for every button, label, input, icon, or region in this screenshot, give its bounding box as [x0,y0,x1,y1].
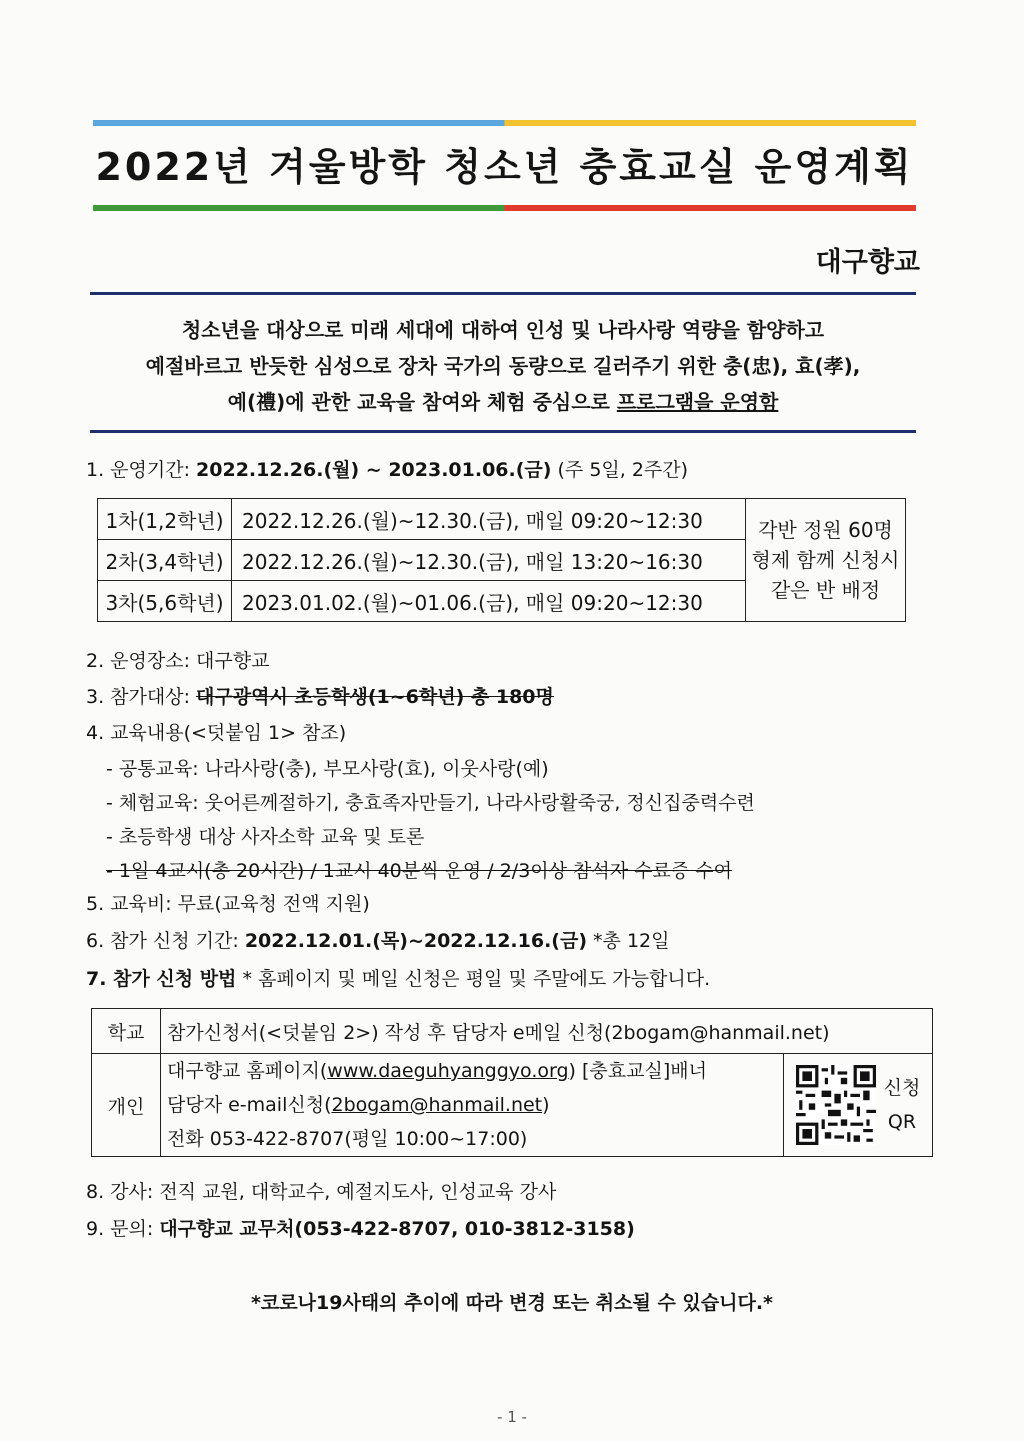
schedule-table [97,498,906,622]
schedule-note-3: 같은 반 배정 [770,578,881,602]
schedule-round-1: 1차(1,2학년) [98,499,232,540]
application-table [91,1008,933,1157]
section-6-label: 6. 참가 신청 기간: [86,930,245,952]
school-label: 학교 [92,1009,161,1054]
personal-line-3: 전화 053-422-8707(평일 10:00~17:00) [167,1128,528,1150]
intro-line-3-a: 예(禮)에 관한 교육을 참여와 체험 중심으로 [227,390,617,414]
section-4-sub-4: - 1일 4교시(총 20시간) / 1교시 40분씩 운영 / 2/3이상 참석자 수료증 수여 [106,860,732,882]
schedule-note [746,499,906,622]
table-row [92,1009,933,1054]
organization-name: 대구향교 [815,247,920,278]
schedule-period-2: 2022.12.26.(월)~12.30.(금), 매일 13:20~16:30 [232,540,746,581]
section-3-target [86,682,554,709]
section-6-application-period [86,926,669,953]
intro-bottom-divider [90,430,916,433]
covid-notice: *코로나19사태의 추이에 따라 변경 또는 취소될 수 있습니다.* [251,1292,773,1314]
document-title: 2022년 겨울방학 청소년 충효교실 운영계획 [95,145,914,189]
section-1-value: 2022.12.26.(월) ~ 2023.01.06.(금) [196,459,552,481]
title-bottom-color-bar [93,205,916,211]
intro-line-2: 예절바르고 반듯한 심성으로 장차 국가의 동량으로 길러주기 위한 충(忠), 효(孝), [145,354,861,378]
section-1-label: 1. 운영기간: [86,459,197,481]
intro-line-3 [90,386,916,415]
section-1-extra: (주 5일, 2주간) [551,459,689,481]
section-2-location: 2. 운영장소: 대구향교 [86,650,270,672]
title-top-color-bar [93,120,916,126]
personal-line-2 [167,1088,783,1122]
table-row [98,499,906,540]
schedule-round-2: 2차(3,4학년) [98,540,232,581]
qr-label-1: 신청 [883,1077,921,1099]
intro-line-3-b: 프로그램을 운영함 [616,390,779,414]
section-3-label: 3. 참가대상: [86,686,197,708]
school-method: 참가신청서(<덧붙임 2>) 작성 후 담당자 e메일 신청(2bogam@hanmail.net) [161,1009,933,1054]
schedule-note-2: 형제 함께 신청시 [751,548,900,572]
intro-top-divider [90,292,916,295]
section-5-cost: 5. 교육비: 무료(교육청 전액 지원) [86,893,370,915]
section-6-extra: *총 12일 [587,930,670,952]
section-4-sub-3: - 초등학생 대상 사자소학 교육 및 토론 [106,826,425,848]
homepage-link[interactable]: www.daeguhyanggyo.org [327,1060,569,1082]
schedule-note-1: 각반 정원 60명 [758,518,893,542]
schedule-period-3: 2023.01.02.(월)~01.06.(금), 매일 09:20~12:30 [232,581,746,622]
section-4-sub-1: - 공통교육: 나라사랑(충), 부모사랑(효), 이웃사랑(예) [106,758,549,780]
personal-method [161,1054,784,1157]
page-number: - 1 - [497,1408,527,1426]
section-8-instructors: 8. 강사: 전직 교원, 대학교수, 예절지도사, 인성교육 강사 [86,1181,557,1203]
qr-label-2: QR [887,1111,917,1133]
section-6-value: 2022.12.01.(목)~2022.12.16.(금) [244,930,588,952]
email-link[interactable]: 2bogam@hanmail.net [331,1094,543,1116]
qr-cell [784,1054,933,1157]
section-7-label: 7. 참가 신청 방법 [86,968,237,990]
section-1-period [86,455,688,482]
personal-label: 개인 [92,1054,161,1157]
schedule-period-1: 2022.12.26.(월)~12.30.(금), 매일 09:20~12:30 [232,499,746,540]
section-3-value: 대구광역시 초등학생(1~6학년) 총 180명 [196,686,554,708]
section-9-value: 대구향교 교무처(053-422-8707, 010-3812-3158) [159,1218,635,1240]
section-9-label: 9. 문의: [86,1218,160,1240]
personal-line-1-a: 대구향교 홈페이지( [167,1060,328,1082]
intro-line-1: 청소년을 대상으로 미래 세대에 대하여 인성 및 나라사랑 역량을 함양하고 [181,318,825,342]
personal-line-1 [167,1054,783,1088]
section-4-sub-2: - 체험교육: 웃어른께절하기, 충효족자만들기, 나라사랑활죽궁, 정신집중력수련 [106,792,755,814]
table-row [92,1054,933,1157]
section-4-content: 4. 교육내용(<덧붙임 1> 참조) [86,722,347,744]
section-9-contact [86,1214,635,1241]
section-7-note: * 홈페이지 및 메일 신청은 평일 및 주말에도 가능합니다. [236,968,711,990]
schedule-round-3: 3차(5,6학년) [98,581,232,622]
section-7-application-method [86,964,710,991]
personal-line-2-a: 담당자 e-mail신청( [167,1094,332,1116]
qr-code-icon[interactable] [796,1065,876,1145]
personal-line-1-b: ) [충효교실]배너 [568,1060,707,1082]
personal-line-2-b: ) [542,1094,550,1116]
